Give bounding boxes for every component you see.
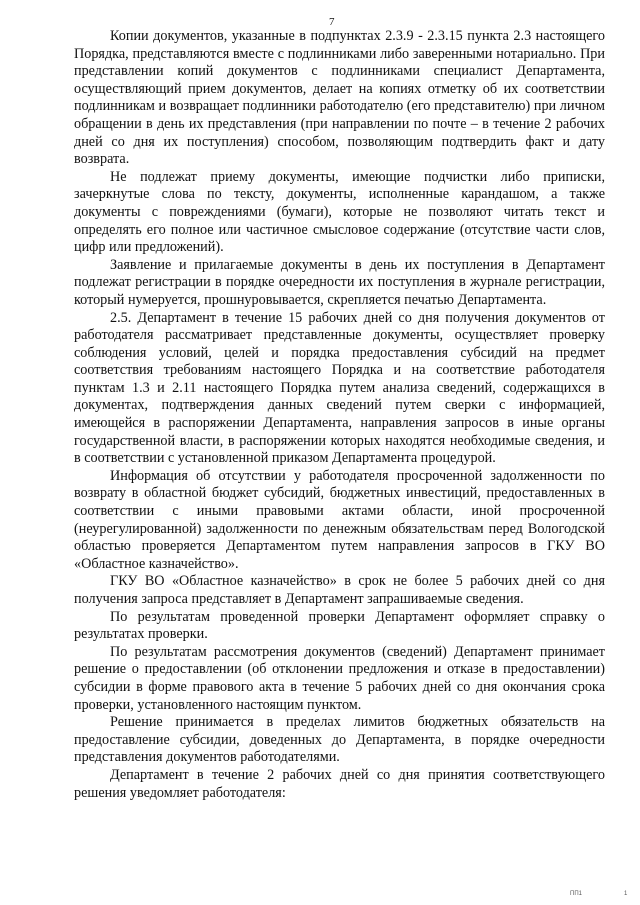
- paragraph-document-copies: Копии документов, указанные в подпунктах 2.3.9 - 2.3.15 пункта 2.3 настоящего Порядка, представляются вместе с подлинниками либо заверенными нотариально. При представлении копий документов с подлинниками специалист Департамента, осуществляющий прием документов, делает на копиях отметку об их соответствии подлинникам и возвращает подлинники работодателю (его представителю) при личном обращении в день их представления (при направлении по почте – в течение 2 рабочих дней со дня их поступления) способом, позволяющим подтвердить факт и дату возврата.: [74, 28, 605, 168]
- paragraph-debt-information: Информация об отсутствии у работодателя просроченной задолженности по возврату в областной бюджет субсидий, бюджетных инвестиций, предоставленных в соответствии с иными правовыми актами области, иной просроченной (неурегулированной) задолженности по денежным обязательствам перед Вологодской областью проверяется Департаментом путем направления запросов в ГКУ ВО «Областное казначейство».: [74, 467, 605, 572]
- edge-mark: 1: [624, 891, 628, 897]
- paragraph-decision: По результатам рассмотрения документов (сведений) Департамент принимает решение о предоставлении (об отклонении предложения и отказе в предоставлении) субсидии в форме правового акта в течение 5 рабочих дней со дня окончания срока проверки, установленного настоящим пунктом.: [74, 643, 605, 713]
- paragraph-inspection-certificate: По результатам проведенной проверки Департамент оформляет справку о результатах проверки.: [74, 608, 605, 643]
- footer-mark: ПП1: [570, 891, 582, 897]
- paragraph-budget-limits: Решение принимается в пределах лимитов бюджетных обязательств на предоставление субсидии, доведенных до Департамента, в порядке очередности представления документов работодателями.: [74, 714, 605, 766]
- paragraph-2-5-review: 2.5. Департамент в течение 15 рабочих дней со дня получения документов от работодателя рассматривает представленные документы, осуществляет проверку соблюдения условий, целей и порядка предоставления субсидий на предмет соответствия требованиям настоящего Порядка и на соответствие работодателя пунктам 1.3 и 2.11 настоящего Порядка путем анализа сведений, содержащихся в документах, подтверждения данных сведений путем сверки с информацией, имеющейся в распоряжении Департамента, направления запросов в иные органы государственной власти, в распоряжении которых находятся необходимые сведения, и в соответствии с установленной приказом Департамента процедурой.: [74, 309, 605, 467]
- paragraph-not-accepted: Не подлежат приему документы, имеющие подчистки либо приписки, зачеркнутые слова по тексту, документы, исполненные карандашом, а также документы с повреждениями (бумаги), которые не позволяют читать текст и определять его полное или частичное смысловое содержание (отсутствие части слов, цифр или предложений).: [74, 168, 605, 256]
- document-body: [74, 28, 605, 802]
- paragraph-registration: Заявление и прилагаемые документы в день их поступления в Департамент подлежат регистрации в порядке очередности их поступления в журнале регистрации, который нумеруется, прошнуровывается, скрепляется печатью Департамента.: [74, 256, 605, 308]
- paragraph-treasury-response: ГКУ ВО «Областное казначейство» в срок не более 5 рабочих дней со дня получения запроса представляет в Департамент запрашиваемые сведения.: [74, 573, 605, 607]
- page-number: 7: [329, 16, 335, 28]
- paragraph-notification: Департамент в течение 2 рабочих дней со дня принятия соответствующего решения уведомляет работодателя:: [74, 766, 605, 801]
